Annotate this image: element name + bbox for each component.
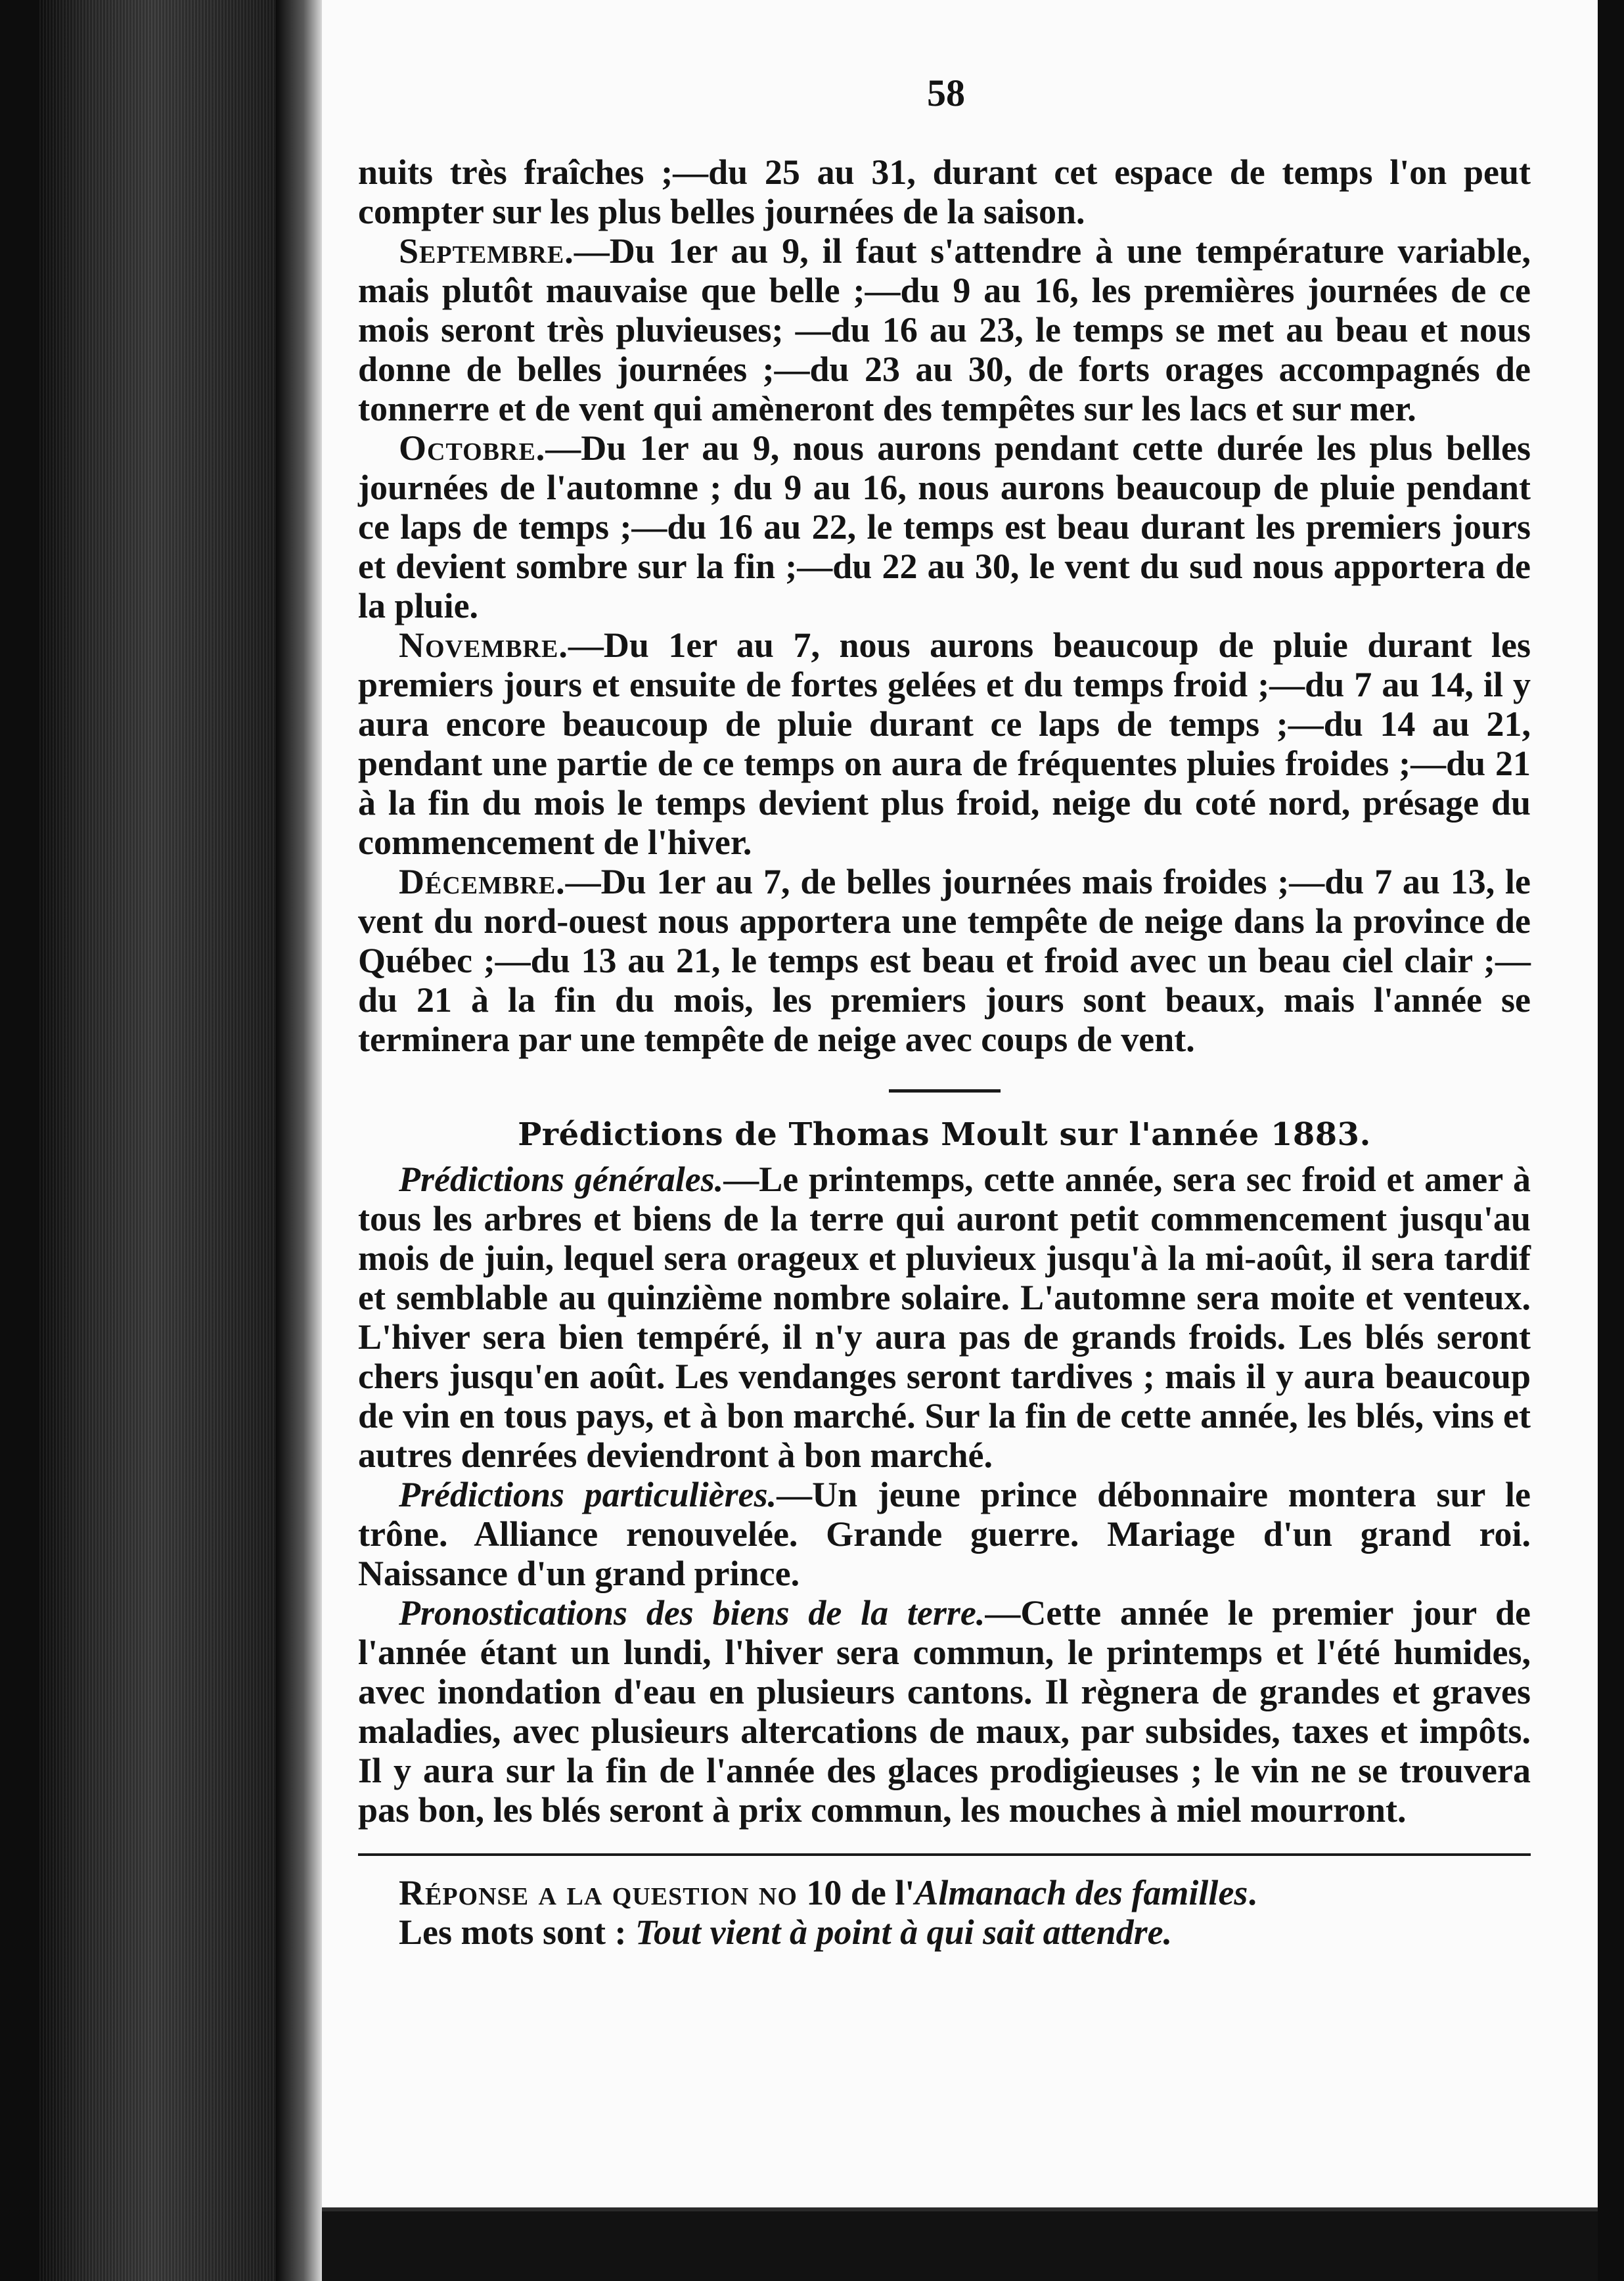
month-text-decembre: —Du 1er au 7, de belles journées mais froides ;—du 7 au 13, le vent du nord-ouest nous apportera une tempête de neige dans la province de Québec ;—du 13 au 21, le temps est beau et froid avec un beau ciel clair ;—du 21 à la fin du mois, les premiers jours sont beaux, mais l'année se terminera par une tempête de neige avec coups de vent. (358, 862, 1531, 1059)
paragraph-pronostications (358, 1593, 1531, 1830)
text-pronostications: —Cette année le premier jour de l'année étant un lundi, l'hiver sera commun, le printemps et l'été humides, avec inondation d'eau en plusieurs cantons. Il règnera de grandes et graves maladies, avec plusieurs altercations de maux, par subsides, taxes et impôts. Il y aura sur la fin de l'année des glaces prodigieuses ; le vin ne se trouvera pas bon, les blés seront à prix commun, les mouches à miel mourront. (358, 1593, 1531, 1830)
page-number: 58 (927, 72, 965, 114)
answer-proverb: Tout vient à point à qui sait attendre. (635, 1912, 1173, 1952)
month-label-decembre: Décembre. (399, 862, 566, 901)
book-gutter (276, 0, 322, 2281)
answer-line-2 (358, 1912, 1531, 1952)
answer-almanac-title: Almanach des familles (914, 1873, 1248, 1912)
answer-block (358, 1873, 1531, 1952)
scan-border-bottom (322, 2211, 1598, 2281)
month-label-octobre: Octobre. (399, 428, 546, 468)
paragraph-predictions-particulieres (358, 1475, 1531, 1593)
text-predictions-particulieres: —Un jeune prince débonnaire montera sur le trône. Alliance renouvelée. Grande guerre. Mariage d'un grand roi. Naissance d'un grand prince. (358, 1475, 1531, 1593)
paragraph-aout-end: nuits très fraîches ;—du 25 au 31, durant cet espace de temps l'on peut compter sur les plus belles journées de la saison. (358, 152, 1531, 231)
label-predictions-particulieres: Prédictions particulières. (399, 1475, 777, 1514)
answer-label: Réponse a la question no (399, 1873, 798, 1912)
month-label-novembre: Novembre. (399, 625, 568, 665)
paragraph-decembre (358, 862, 1531, 1059)
label-predictions-generales: Prédictions générales. (399, 1160, 724, 1199)
answer-divider (358, 1853, 1531, 1856)
month-label-septembre: Septembre. (399, 231, 574, 271)
section-title: Prédictions de Thomas Moult sur l'année 1883. (518, 1116, 1371, 1153)
paragraph-septembre (358, 231, 1531, 428)
answer-line-1 (358, 1873, 1531, 1912)
paragraph-novembre (358, 625, 1531, 862)
paragraph-predictions-generales (358, 1160, 1531, 1475)
paragraph-octobre (358, 428, 1531, 625)
month-text-octobre: —Du 1er au 9, nous aurons pendant cette durée les plus belles journées de l'automne ; du 9 au 16, nous aurons beaucoup de pluie pendant ce laps de temps ;—du 16 au 22, le temps est beau durant les premiers jours et devient sombre sur la fin ;—du 22 au 30, le vent du sud nous apportera de la pluie. (358, 428, 1531, 625)
scan-border-right (1598, 0, 1624, 2281)
month-text-novembre: —Du 1er au 7, nous aurons beaucoup de pluie durant les premiers jours et ensuite de fortes gelées et du temps froid ;—du 7 au 14, il y aura encore beaucoup de pluie durant ce laps de temps ;—du 14 au 21, pendant une partie de ce temps on aura de fréquentes pluies froides ;—du 21 à la fin du mois le temps devient plus froid, neige du coté nord, présage du commencement de l'hiver. (358, 625, 1531, 862)
text-predictions-generales: —Le printemps, cette année, sera sec froid et amer à tous les arbres et biens de la terre qui auront petit commencement jusqu'au mois de juin, lequel sera orageux et pluvieux jusqu'à la mi-août, il sera tardif et semblable au quinzième nombre solaire. L'automne sera moite et venteux. L'hiver sera bien tempéré, il n'y aura pas de grands froids. Les blés seront chers jusqu'en août. Les vendanges seront tardives ; mais il y aura beaucoup de vin en tous pays, et à bon marché. Sur la fin de cette année, les blés, vins et autres denrées deviendront à bon marché. (358, 1160, 1531, 1475)
answer-prefix: Les mots sont : (399, 1912, 635, 1952)
scan-border-left (0, 0, 39, 2281)
section-divider (889, 1089, 1001, 1093)
answer-number: 10 de l' (797, 1873, 915, 1912)
page-text (358, 152, 1531, 1952)
label-pronostications: Pronostications des biens de la terre. (399, 1593, 985, 1633)
answer-period: . (1248, 1873, 1257, 1912)
month-text-septembre: —Du 1er au 9, il faut s'attendre à une température variable, mais plutôt mauvaise que belle ;—du 9 au 16, les premières journées de ce mois seront très pluvieuses; —du 16 au 23, le temps se met au beau et nous donne de belles journées ;—du 23 au 30, de forts orages accompagnés de tonnerre et de vent qui amèneront des tempêtes sur les lacs et sur mer. (358, 231, 1531, 428)
